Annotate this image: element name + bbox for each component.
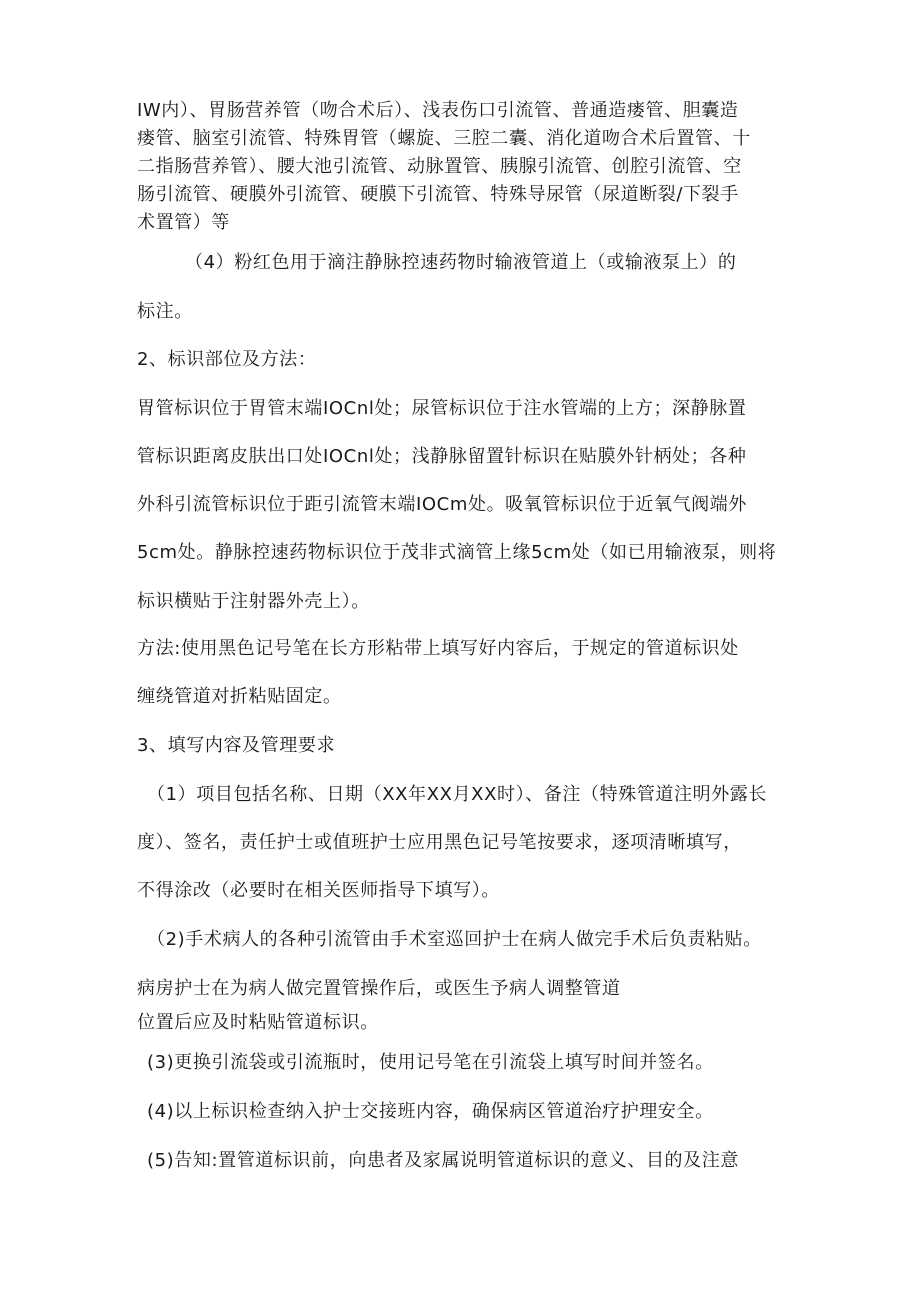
text-line: 缠绕管道对折粘贴固定。 bbox=[137, 686, 342, 707]
text-line: 外科引流管标识位于距引流管末端IOCm处。吸氧管标识位于近氧气阀端外 bbox=[137, 494, 747, 515]
text-line: 管标识距离皮肤出口处IOCnl处；浅静脉留置针标识在贴膜外针柄处；各种 bbox=[137, 446, 747, 467]
text-line: (4)以上标识检查纳入护士交接班内容，确保病区管道治疗护理安全。 bbox=[147, 1101, 714, 1122]
text-line: 不得涂改（必要时在相关医师指导下填写）。 bbox=[137, 880, 500, 901]
text-line: 病房护士在为病人做完置管操作后，或医生予病人调整管道 bbox=[137, 978, 621, 999]
text-line: （2)手术病人的各种引流管由手术室巡回护士在病人做完手术后负责粘贴。 bbox=[147, 929, 762, 950]
text-line: （1）项目包括名称、日期（XX年XX月XX时）、备注（特殊管道注明外露长 bbox=[147, 784, 768, 805]
text-line: （4）粉红色用于滴注静脉控速药物时输液管道上（或输液泵上）的 bbox=[185, 252, 737, 273]
text-line: 标注。 bbox=[137, 301, 193, 322]
text-line: 二指肠营养管）、腰大池引流管、动脉置管、胰腺引流管、创腔引流管、空 bbox=[137, 156, 742, 177]
text-line: 标识横贴于注射器外壳上）。 bbox=[137, 591, 370, 612]
text-line: 胃管标识位于胃管末端IOCnl处；尿管标识位于注水管端的上方；深静脉置 bbox=[137, 398, 747, 419]
text-line: 度）、签名，责任护士或值班护士应用黑色记号笔按要求，逐项清晰填写， bbox=[137, 832, 742, 853]
text-line: 术置管）等 bbox=[137, 212, 230, 233]
text-line: 瘘管、脑室引流管、特殊胃管（螺旋、三腔二囊、消化道吻合术后置管、十 bbox=[137, 128, 751, 149]
section-heading: 3、填写内容及管理要求 bbox=[137, 735, 336, 756]
text-line: (5)告知:置管道标识前，向患者及家属说明管道标识的意义、目的及注意 bbox=[147, 1150, 739, 1171]
text-line: 位置后应及时粘贴管道标识。 bbox=[137, 1012, 379, 1033]
text-line: 5cm处。静脉控速药物标识位于茂非式滴管上缘5cm处（如已用输液泵，则将 bbox=[137, 542, 777, 563]
text-line: (3)更换引流袋或引流瓶时，使用记号笔在引流袋上填写时间并签名。 bbox=[147, 1052, 714, 1073]
text-line: 肠引流管、硬膜外引流管、硬膜下引流管、特殊导尿管（尿道断裂/下裂手 bbox=[137, 184, 739, 205]
text-line: 方法:使用黑色记号笔在长方形粘带上填写好内容后，于规定的管道标识处 bbox=[137, 638, 739, 659]
section-heading: 2、标识部位及方法： bbox=[137, 349, 317, 370]
text-line: IW内）、胃肠营养管（吻合术后）、浅表伤口引流管、普通造瘘管、胆囊造 bbox=[137, 100, 739, 121]
